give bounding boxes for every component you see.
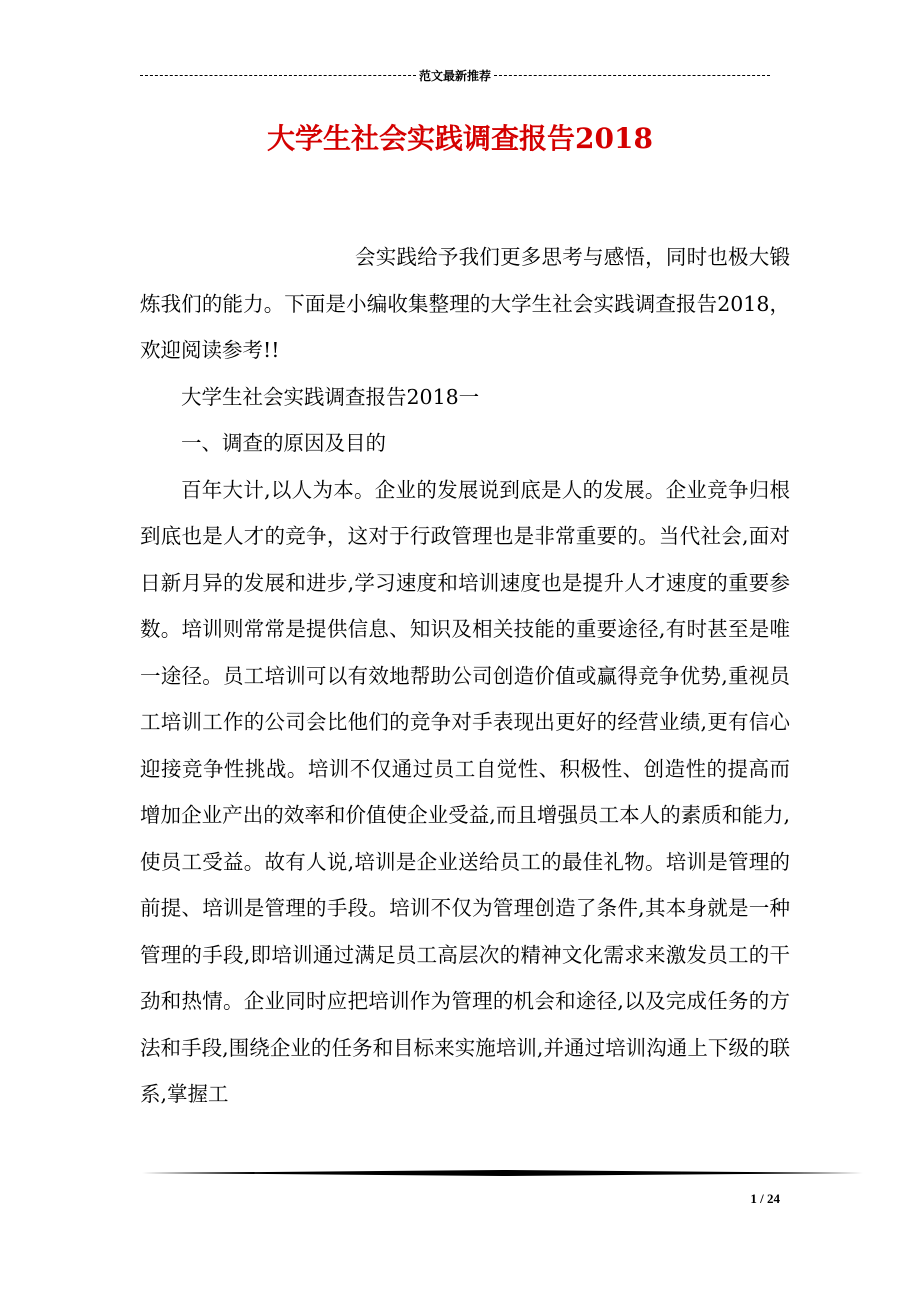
footer-divider [142,1170,863,1176]
page-header [140,64,770,86]
intro-paragraph: 会实践给予我们更多思考与感悟，同时也极大锻炼我们的能力。下面是小编收集整理的大学生社会实践调查报告2018，欢迎阅读参考!! [140,245,790,362]
header-dash-left [140,75,416,76]
body-paragraph: 百年大计,以人为本。企业的发展说到底是人的发展。企业竞争归根到底也是人才的竞争，这对于行政管理也是非常重要的。当代社会,面对日新月异的发展和进步,学习速度和培训速度也是提升人才速度的重要参数。培训则常常是提供信息、知识及相关技能的重要途径,有时甚至是唯一途径。员工培训可以有效地帮助公司创造价值或赢得竞争优势,重视员工培训工作的公司会比他们的竞争对手表现出更好的经营业绩,更有信心迎接竞争性挑战。培训不仅通过员工自觉性、积极性、创造性的提高而增加企业产出的效率和价值使企业受益,而且增强员工本人的素质和能力,使员工受益。故有人说,培训是企业送给员工的最佳礼物。培训是管理的前提、培训是管理的手段。培训不仅为管理创造了条件,其本身就是一种管理的手段,即培训通过满足员工高层次的精神文化需求来激发员工的干劲和热情。企业同时应把培训作为管理的机会和途径,以及完成任务的方法和手段,围绕企业的任务和目标来实施培训,并通过培训沟通上下级的联系,掌握工 [140,477,790,1106]
section-title: 大学生社会实践调查报告2018一 [181,384,480,409]
document-body [140,234,790,1118]
page-number: 1 / 24 [750,1191,780,1206]
section-heading: 一、调查的原因及目的 [181,431,386,455]
header-dash-right [494,75,770,76]
document-title: 大学生社会实践调查报告2018 [267,122,653,155]
header-label: 范文最新推荐 [419,68,492,83]
